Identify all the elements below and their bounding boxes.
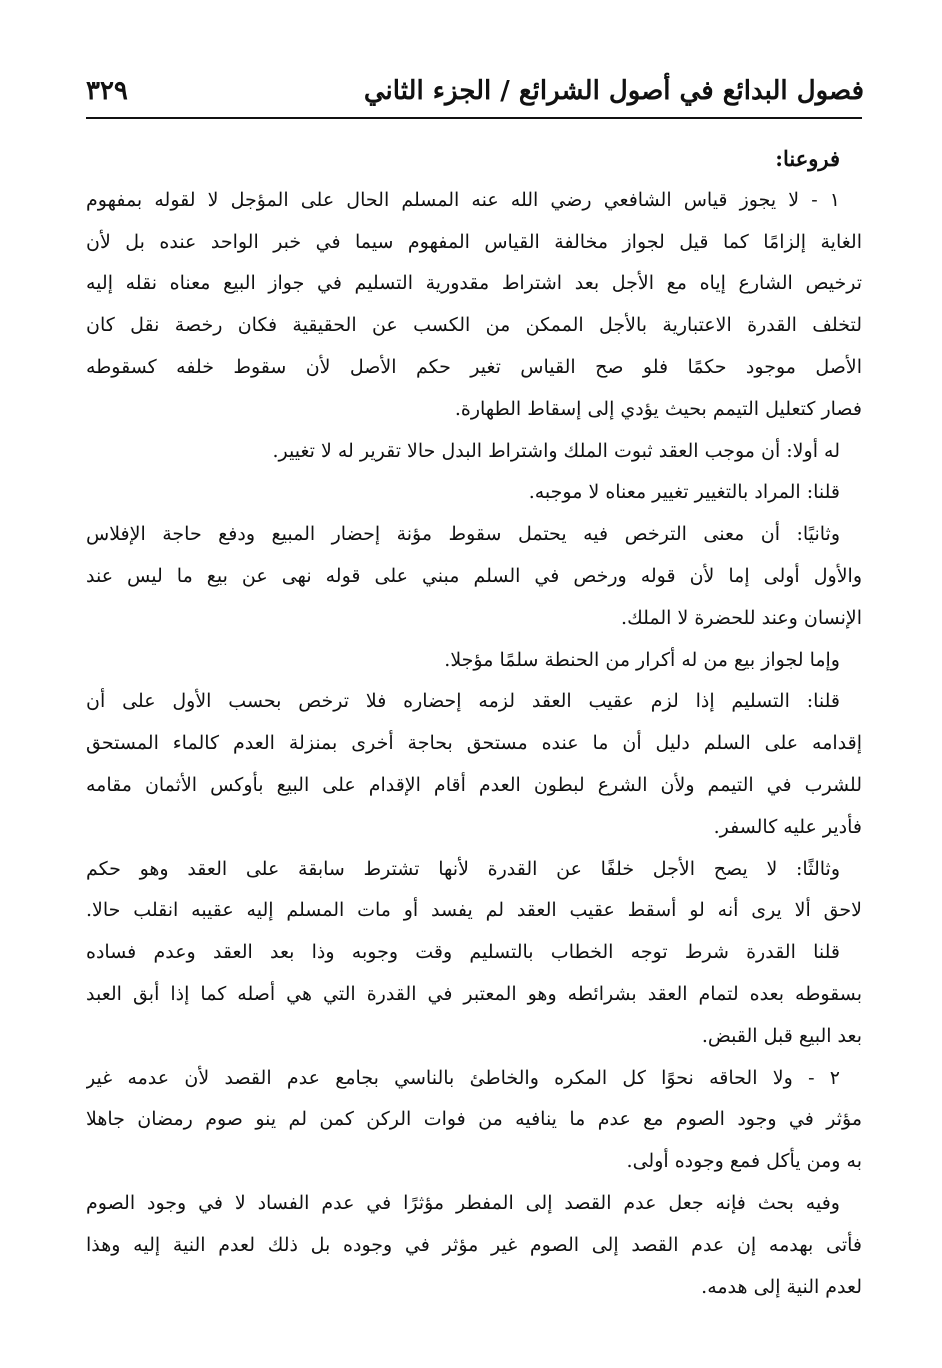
text-line: لتخلف القدرة الاعتبارية بالأجل الممكن من الكسب عن الحقيقية فكان رخصة نقل كان: [86, 314, 862, 337]
text-line: الإنسان وعند للحضرة لا الملك.: [621, 606, 862, 629]
text-line: لعدم النية إلى هدمه.: [701, 1275, 862, 1298]
section-heading: فروعنا:: [775, 146, 840, 171]
text-line: بسقوطه بعده لتمام العقد بشرائطه وهو المعتبر في القدرة التي هي أصله كما إذا أبق العبد: [86, 982, 862, 1005]
text-line: وثالثًا: لا يصح الأجل خلفًا عن القدرة لأنها تشترط سابقة على العقد وهو حكم: [86, 857, 840, 880]
text-line: قلنا: المراد بالتغيير تغيير معناه لا موجبه.: [528, 481, 840, 504]
text-line: للشرب في التيمم ولأن الشرع لبطون العدم أقام الإقدام على البيع بأوكس الأثمان مقامه: [86, 773, 862, 796]
text-line: قلنا القدرة شرط توجه الخطاب بالتسليم وقت وجوبه وذا بعد العقد وعدم فساده: [86, 941, 840, 964]
text-line: والأول أولى إما لأن قوله ورخص في السلم مبني على قوله نهى عن بيع ما ليس عند: [86, 564, 862, 587]
text-line: فأتى بهدمه إن عدم القصد إلى الصوم غير مؤثر في وجوده بل ذلك لعدم النية إليه وهذا: [86, 1233, 862, 1256]
text-line: الأصل موجود حكمًا فلو صح القياس تغير حكم الأصل لأن سقوط خلفه كسقوطه: [86, 355, 862, 378]
text-line: وإما لجواز بيع من له أكرار من الحنطة سلمًا مؤجلا.: [444, 648, 840, 671]
text-line: مؤثر في وجود الصوم مع عدم ما ينافيه من فوات الركن كمن لم ينو صوم رمضان جاهلا: [86, 1108, 862, 1131]
header-rule: [86, 117, 862, 119]
text-line: فأدير عليه كالسفر.: [713, 815, 862, 838]
text-line: إقدامه على السلم دليل أن ما عنده مستحق بحاجة أخرى بمنزلة العدم كالماء المستحق: [86, 732, 862, 755]
body-text: [86, 138, 862, 1308]
page-number: ٣٢٩: [86, 76, 128, 106]
text-line: وثانيًا: أن معنى الترخص فيه يحتمل سقوط مؤنة إحضار المبيع ودفع حاجة الإفلاس: [86, 523, 840, 546]
text-line: قلنا: التسليم إذا لزم عقيب العقد لزمه إحضاره فلا ترخص بحسب الأول على أن: [86, 690, 840, 713]
text-line: فصار كتعليل التيمم بحيث يؤدي إلى إسقاط الطهارة.: [454, 397, 862, 420]
text-line: ترخيص الشارع إياه مع الأجل بعد اشتراط مقدورية التسليم في جواز البيع معناه نقله إليه: [86, 272, 862, 295]
text-line: ٢ - ولا الحاقه نحوًا كل المكره والخاطئ بالناسي بجامع عدم القصد لأن عدمه غير: [86, 1066, 840, 1089]
text-line: به ومن يأكل فمع وجوده أولى.: [626, 1150, 862, 1173]
text-line: وفيه بحث فإنه جعل عدم القصد إلى المفطر مؤثرًا في عدم الفساد لا في وجود الصوم: [86, 1191, 840, 1214]
text-line: بعد البيع قبل القبض.: [701, 1024, 862, 1047]
text-line: الغاية إلزامًا كما قيل لجواز مخالفة القياس المفهوم سيما في خبر الواحد عنده بل لأن: [86, 230, 862, 253]
page-header: [86, 66, 864, 116]
text-line: ١ - لا يجوز قياس الشافعي رضي الله عنه المسلم الحال على المؤجل لا لقوله بمفهوم: [86, 188, 840, 211]
text-line: لاحق ألا يرى أنه لو أسقط عقيب العقد لم يفسد أو مات المسلم إليه عقيبه انقلب حالا.: [86, 899, 862, 922]
text-line: له أولا: أن موجب العقد ثبوت الملك واشتراط البدل حالا تقرير له لا تغيير.: [272, 439, 840, 462]
running-title: فصول البدائع في أصول الشرائع / الجزء الثاني: [363, 76, 864, 106]
